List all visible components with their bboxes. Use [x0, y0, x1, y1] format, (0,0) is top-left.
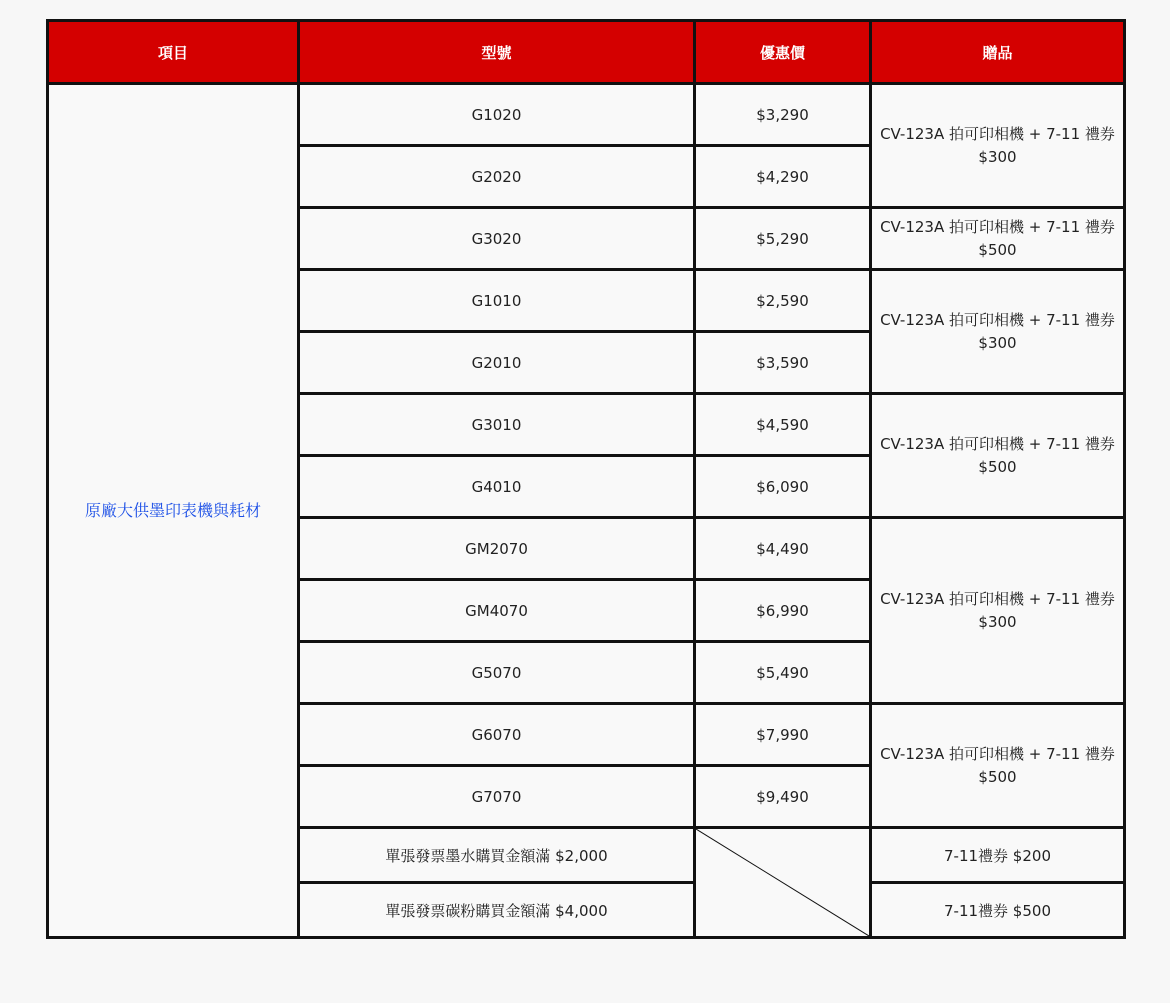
- price-cell: $4,290: [695, 146, 871, 208]
- promo-table-container: [46, 19, 1123, 939]
- consumable-gift: 7-11禮券 $200: [871, 828, 1125, 883]
- gift-cell: [871, 394, 1125, 518]
- price-cell: $2,590: [695, 270, 871, 332]
- model-cell: GM2070: [299, 518, 695, 580]
- price-cell: $6,990: [695, 580, 871, 642]
- gift-line2: $500: [978, 767, 1017, 786]
- gift-line2: $500: [978, 457, 1017, 476]
- gift-cell: [871, 270, 1125, 394]
- gift-cell: [871, 84, 1125, 208]
- price-cell: $3,290: [695, 84, 871, 146]
- header-row: [48, 21, 1125, 84]
- gift-cell: [871, 704, 1125, 828]
- model-cell: G5070: [299, 642, 695, 704]
- gift-line2: $300: [978, 333, 1017, 352]
- consumable-gift: 7-11禮券 $500: [871, 883, 1125, 938]
- model-cell: G4010: [299, 456, 695, 518]
- promo-table: [46, 19, 1126, 939]
- model-cell: G1010: [299, 270, 695, 332]
- header-item: 項目: [48, 21, 299, 84]
- price-cell: $5,290: [695, 208, 871, 270]
- table-row: [48, 84, 1125, 146]
- gift-line2: $300: [978, 612, 1017, 631]
- consumable-condition: 單張發票墨水購買金額滿 $2,000: [299, 828, 695, 883]
- header-price: 優惠價: [695, 21, 871, 84]
- price-cell: $4,590: [695, 394, 871, 456]
- gift-line1: CV-123A 拍可印相機 + 7-11 禮券: [880, 434, 1115, 453]
- gift-line1: CV-123A 拍可印相機 + 7-11 禮券: [880, 310, 1115, 329]
- gift-line1: CV-123A 拍可印相機 + 7-11 禮券: [880, 217, 1115, 236]
- model-cell: G3010: [299, 394, 695, 456]
- gift-cell: [871, 208, 1125, 270]
- category-link[interactable]: 原廠大供墨印表機與耗材: [48, 84, 299, 938]
- gift-line2: $300: [978, 147, 1017, 166]
- model-cell: G7070: [299, 766, 695, 828]
- price-cell: $7,990: [695, 704, 871, 766]
- header-model: 型號: [299, 21, 695, 84]
- model-cell: G6070: [299, 704, 695, 766]
- price-cell: $3,590: [695, 332, 871, 394]
- gift-line1: CV-123A 拍可印相機 + 7-11 禮券: [880, 589, 1115, 608]
- gift-line1: CV-123A 拍可印相機 + 7-11 禮券: [880, 744, 1115, 763]
- model-cell: G3020: [299, 208, 695, 270]
- model-cell: G2010: [299, 332, 695, 394]
- price-cell: $6,090: [695, 456, 871, 518]
- price-cell: $5,490: [695, 642, 871, 704]
- model-cell: GM4070: [299, 580, 695, 642]
- price-cell: $4,490: [695, 518, 871, 580]
- header-gift: 贈品: [871, 21, 1125, 84]
- price-cell: $9,490: [695, 766, 871, 828]
- gift-line2: $500: [978, 240, 1017, 259]
- gift-cell: [871, 518, 1125, 704]
- model-cell: G2020: [299, 146, 695, 208]
- diagonal-line: [696, 829, 869, 936]
- empty-price-cell: [695, 828, 871, 938]
- gift-line1: CV-123A 拍可印相機 + 7-11 禮券: [880, 124, 1115, 143]
- consumable-condition: 單張發票碳粉購買金額滿 $4,000: [299, 883, 695, 938]
- model-cell: G1020: [299, 84, 695, 146]
